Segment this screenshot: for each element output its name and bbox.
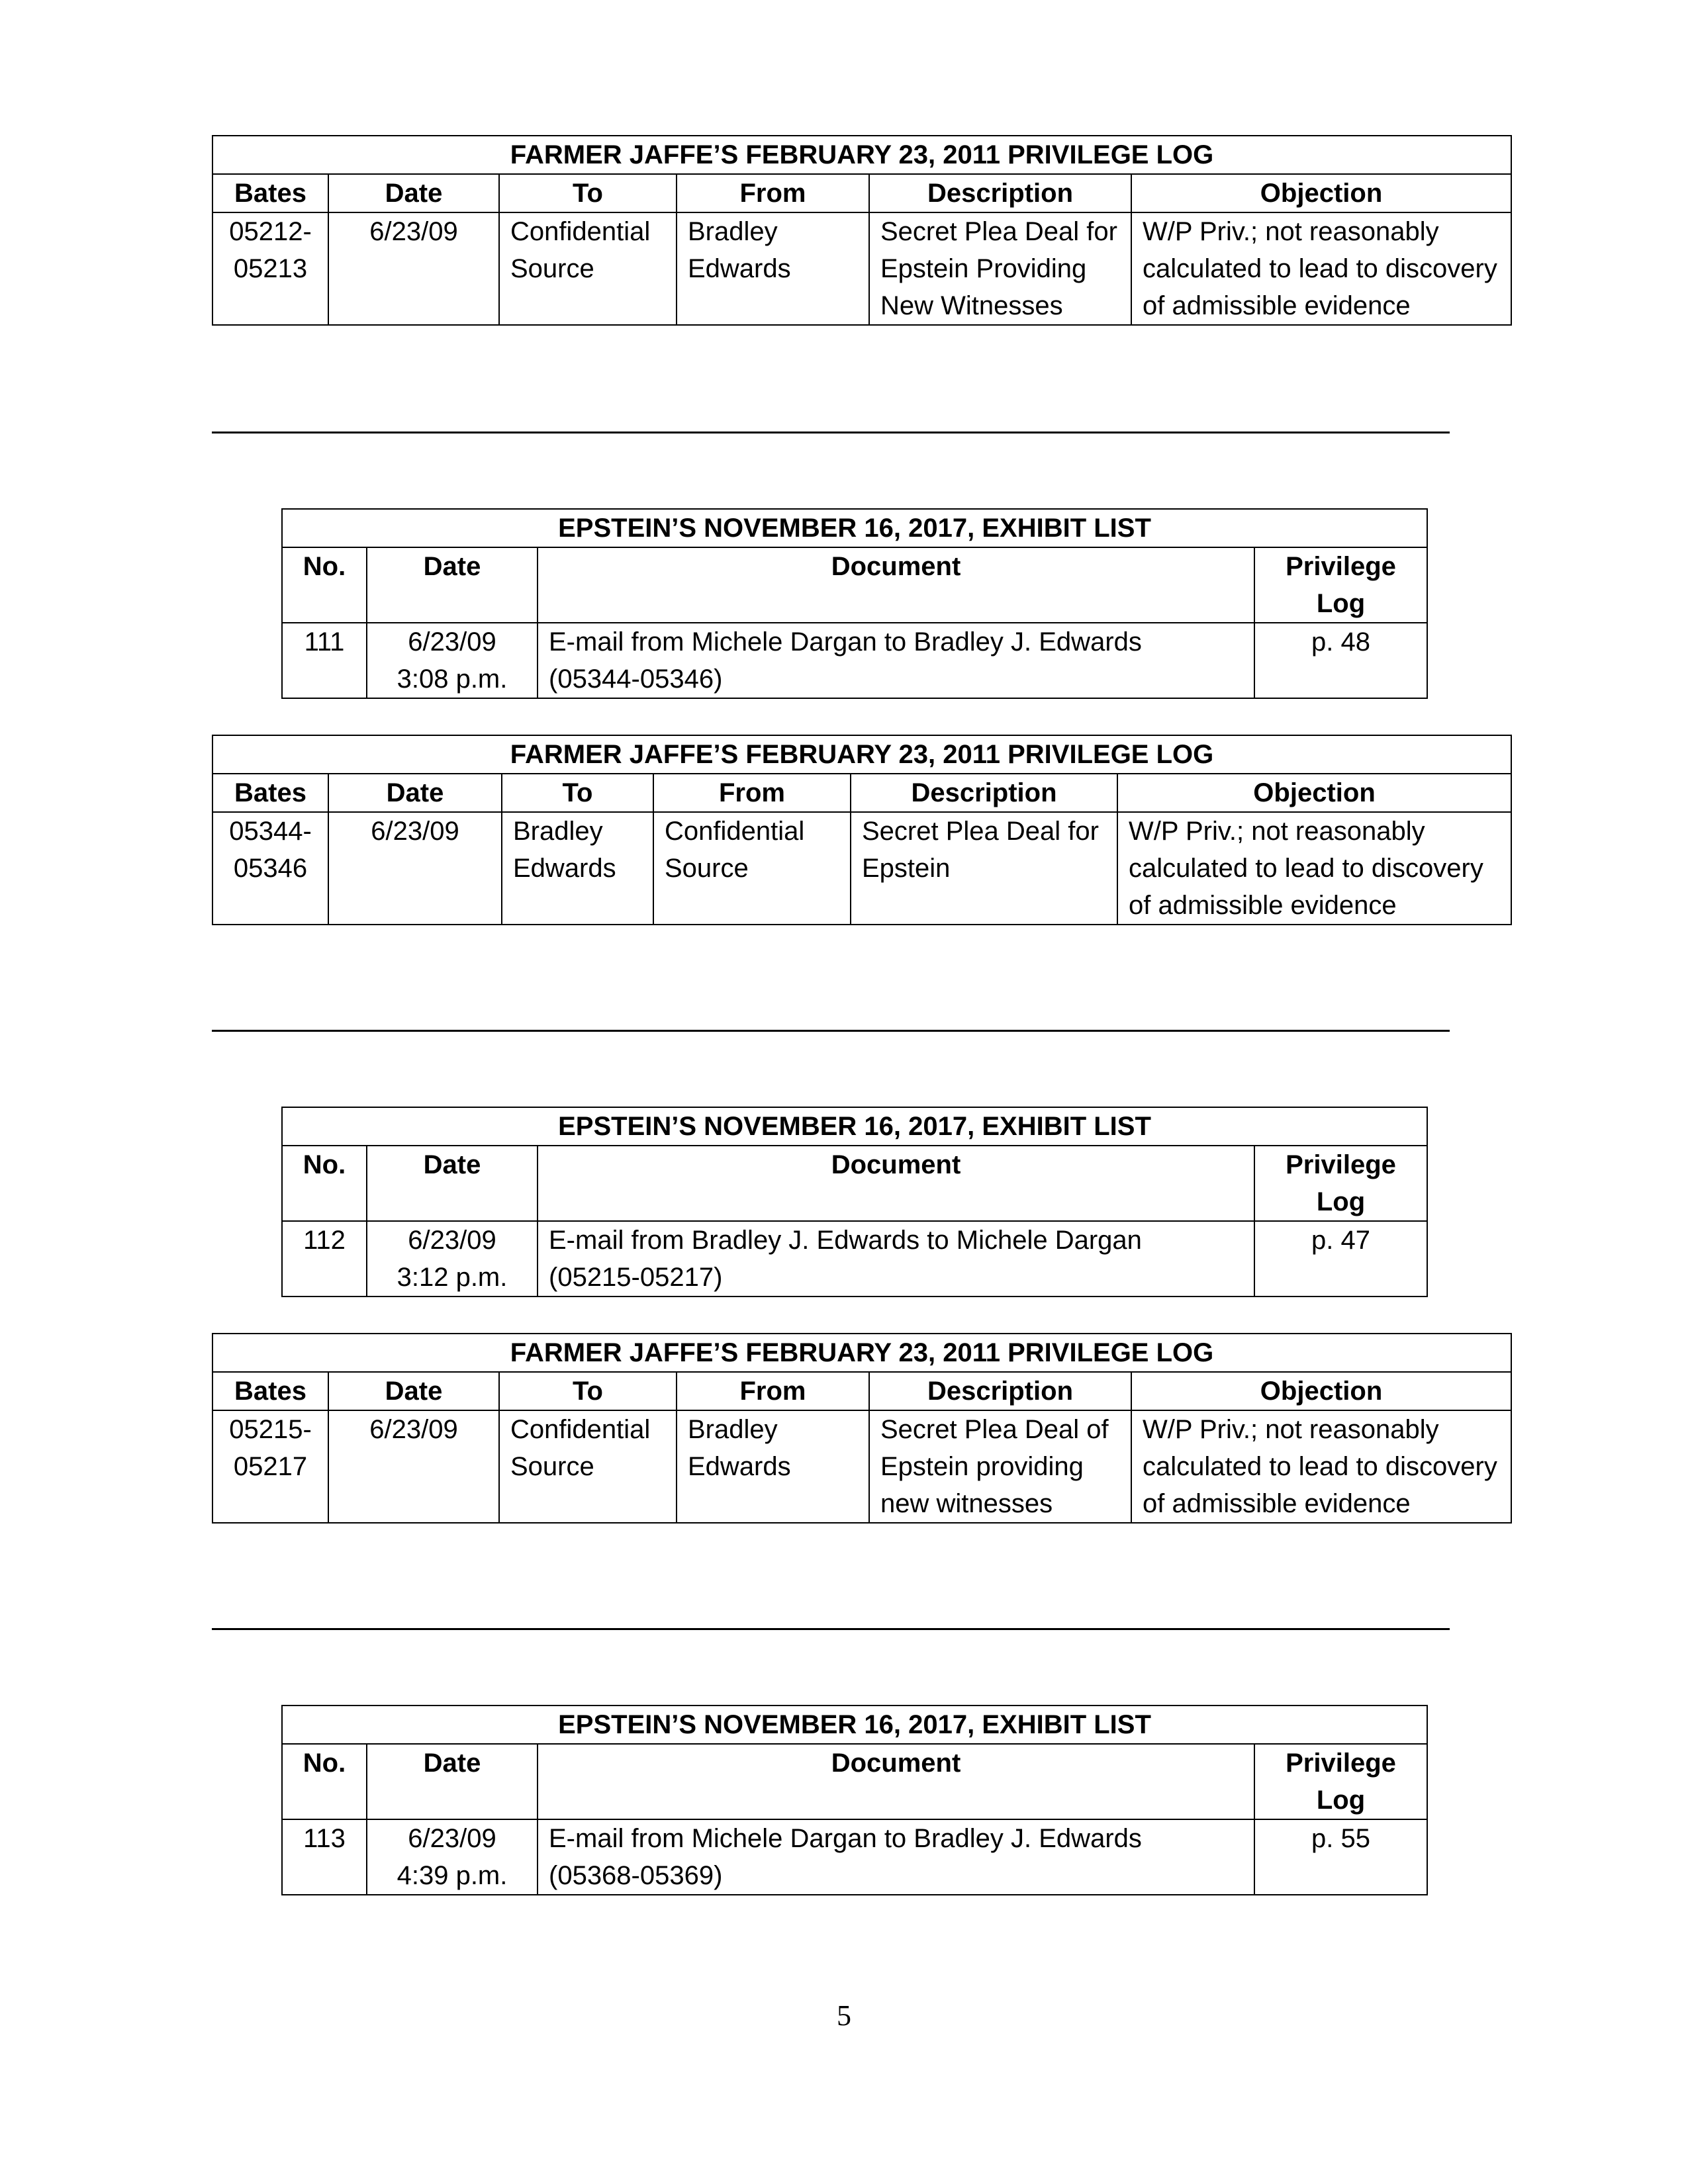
document-value: E-mail from Bradley J. Edwards to Michele Dargan <box>549 1226 1142 1255</box>
privilege-log-page-cell: p. 48 <box>1254 623 1427 698</box>
header-from: From <box>677 174 869 212</box>
description-cell: Secret Plea Deal for Epstein Providing New Witnesses <box>869 212 1131 325</box>
date-value: 6/23/09 <box>408 627 496 657</box>
objection-cell: W/P Priv.; not reasonably calculated to lead to discovery of admissible evidence <box>1131 212 1511 325</box>
table-row <box>282 1221 1427 1297</box>
table-row <box>282 1819 1427 1895</box>
header-no: No. <box>282 1744 367 1819</box>
document-value: E-mail from Michele Dargan to Bradley J. Edwards <box>549 627 1142 657</box>
date-cell <box>367 1819 538 1895</box>
separator-line <box>212 432 1450 433</box>
bates-range: (05215-05217) <box>549 1263 723 1292</box>
header-bates: Bates <box>212 774 328 812</box>
from-cell: Confidential Source <box>653 812 851 925</box>
time-value: 3:12 p.m. <box>397 1263 508 1292</box>
separator-line <box>212 1030 1450 1032</box>
to-cell: Bradley Edwards <box>502 812 653 925</box>
header-no: No. <box>282 547 367 623</box>
header-objection: Objection <box>1117 774 1511 812</box>
header-description: Description <box>869 174 1131 212</box>
date-cell: 6/23/09 <box>328 812 502 925</box>
date-cell <box>367 1221 538 1297</box>
header-from: From <box>653 774 851 812</box>
bates-cell: 05215- 05217 <box>212 1410 328 1523</box>
header-from: From <box>677 1372 869 1410</box>
privilege-log-table-3 <box>212 1333 1512 1524</box>
header-document: Document <box>538 547 1254 623</box>
header-privilege-log: Privilege Log <box>1254 547 1427 623</box>
header-date: Date <box>328 174 499 212</box>
privilege-log-table-2 <box>212 735 1512 925</box>
bates-cell: 05212- 05213 <box>212 212 328 325</box>
exhibit-list-table-1 <box>281 508 1428 699</box>
header-date: Date <box>328 1372 499 1410</box>
header-document: Document <box>538 1146 1254 1221</box>
header-document: Document <box>538 1744 1254 1819</box>
exhibit-list-title: EPSTEIN’S NOVEMBER 16, 2017, EXHIBIT LIST <box>282 1706 1427 1744</box>
header-description: Description <box>851 774 1117 812</box>
description-cell: Secret Plea Deal of Epstein providing new witnesses <box>869 1410 1131 1523</box>
privilege-log-page-cell: p. 47 <box>1254 1221 1427 1297</box>
header-to: To <box>502 774 653 812</box>
privilege-log-title: FARMER JAFFE’S FEBRUARY 23, 2011 PRIVILEGE LOG <box>212 735 1511 774</box>
header-privilege-log: Privilege Log <box>1254 1744 1427 1819</box>
time-value: 4:39 p.m. <box>397 1861 508 1890</box>
from-cell: Bradley Edwards <box>677 1410 869 1523</box>
bates-range: (05344-05346) <box>549 664 723 694</box>
date-cell: 6/23/09 <box>328 1410 499 1523</box>
header-date: Date <box>367 547 538 623</box>
privilege-log-title: FARMER JAFFE’S FEBRUARY 23, 2011 PRIVILEGE LOG <box>212 136 1511 174</box>
exhibit-no-cell: 113 <box>282 1819 367 1895</box>
header-objection: Objection <box>1131 174 1511 212</box>
exhibit-list-table-2 <box>281 1107 1428 1297</box>
header-date: Date <box>367 1146 538 1221</box>
date-cell: 6/23/09 <box>328 212 499 325</box>
exhibit-no-cell: 111 <box>282 623 367 698</box>
header-date: Date <box>328 774 502 812</box>
header-description: Description <box>869 1372 1131 1410</box>
header-privilege-log: Privilege Log <box>1254 1146 1427 1221</box>
table-row <box>282 623 1427 698</box>
header-to: To <box>499 1372 677 1410</box>
exhibit-list-table-3 <box>281 1705 1428 1895</box>
date-value: 6/23/09 <box>408 1824 496 1853</box>
header-to: To <box>499 174 677 212</box>
date-value: 6/23/09 <box>408 1226 496 1255</box>
document-value: E-mail from Michele Dargan to Bradley J. Edwards <box>549 1824 1142 1853</box>
header-objection: Objection <box>1131 1372 1511 1410</box>
header-bates: Bates <box>212 174 328 212</box>
privilege-log-table-1 <box>212 135 1512 326</box>
table-row <box>212 812 1511 925</box>
separator-line <box>212 1628 1450 1630</box>
to-cell: Confidential Source <box>499 1410 677 1523</box>
exhibit-list-title: EPSTEIN’S NOVEMBER 16, 2017, EXHIBIT LIST <box>282 509 1427 547</box>
document-cell <box>538 623 1254 698</box>
privilege-log-page-cell: p. 55 <box>1254 1819 1427 1895</box>
table-row <box>212 1410 1511 1523</box>
date-cell <box>367 623 538 698</box>
description-cell: Secret Plea Deal for Epstein <box>851 812 1117 925</box>
objection-cell: W/P Priv.; not reasonably calculated to lead to discovery of admissible evidence <box>1131 1410 1511 1523</box>
time-value: 3:08 p.m. <box>397 664 508 694</box>
page-number: 5 <box>837 1999 851 2032</box>
privilege-log-title: FARMER JAFFE’S FEBRUARY 23, 2011 PRIVILEGE LOG <box>212 1334 1511 1372</box>
header-date: Date <box>367 1744 538 1819</box>
document-cell <box>538 1221 1254 1297</box>
exhibit-list-title: EPSTEIN’S NOVEMBER 16, 2017, EXHIBIT LIST <box>282 1107 1427 1146</box>
header-no: No. <box>282 1146 367 1221</box>
objection-cell: W/P Priv.; not reasonably calculated to lead to discovery of admissible evidence <box>1117 812 1511 925</box>
table-row <box>212 212 1511 325</box>
bates-cell: 05344- 05346 <box>212 812 328 925</box>
exhibit-no-cell: 112 <box>282 1221 367 1297</box>
bates-range: (05368-05369) <box>549 1861 723 1890</box>
header-bates: Bates <box>212 1372 328 1410</box>
from-cell: Bradley Edwards <box>677 212 869 325</box>
to-cell: Confidential Source <box>499 212 677 325</box>
document-cell <box>538 1819 1254 1895</box>
